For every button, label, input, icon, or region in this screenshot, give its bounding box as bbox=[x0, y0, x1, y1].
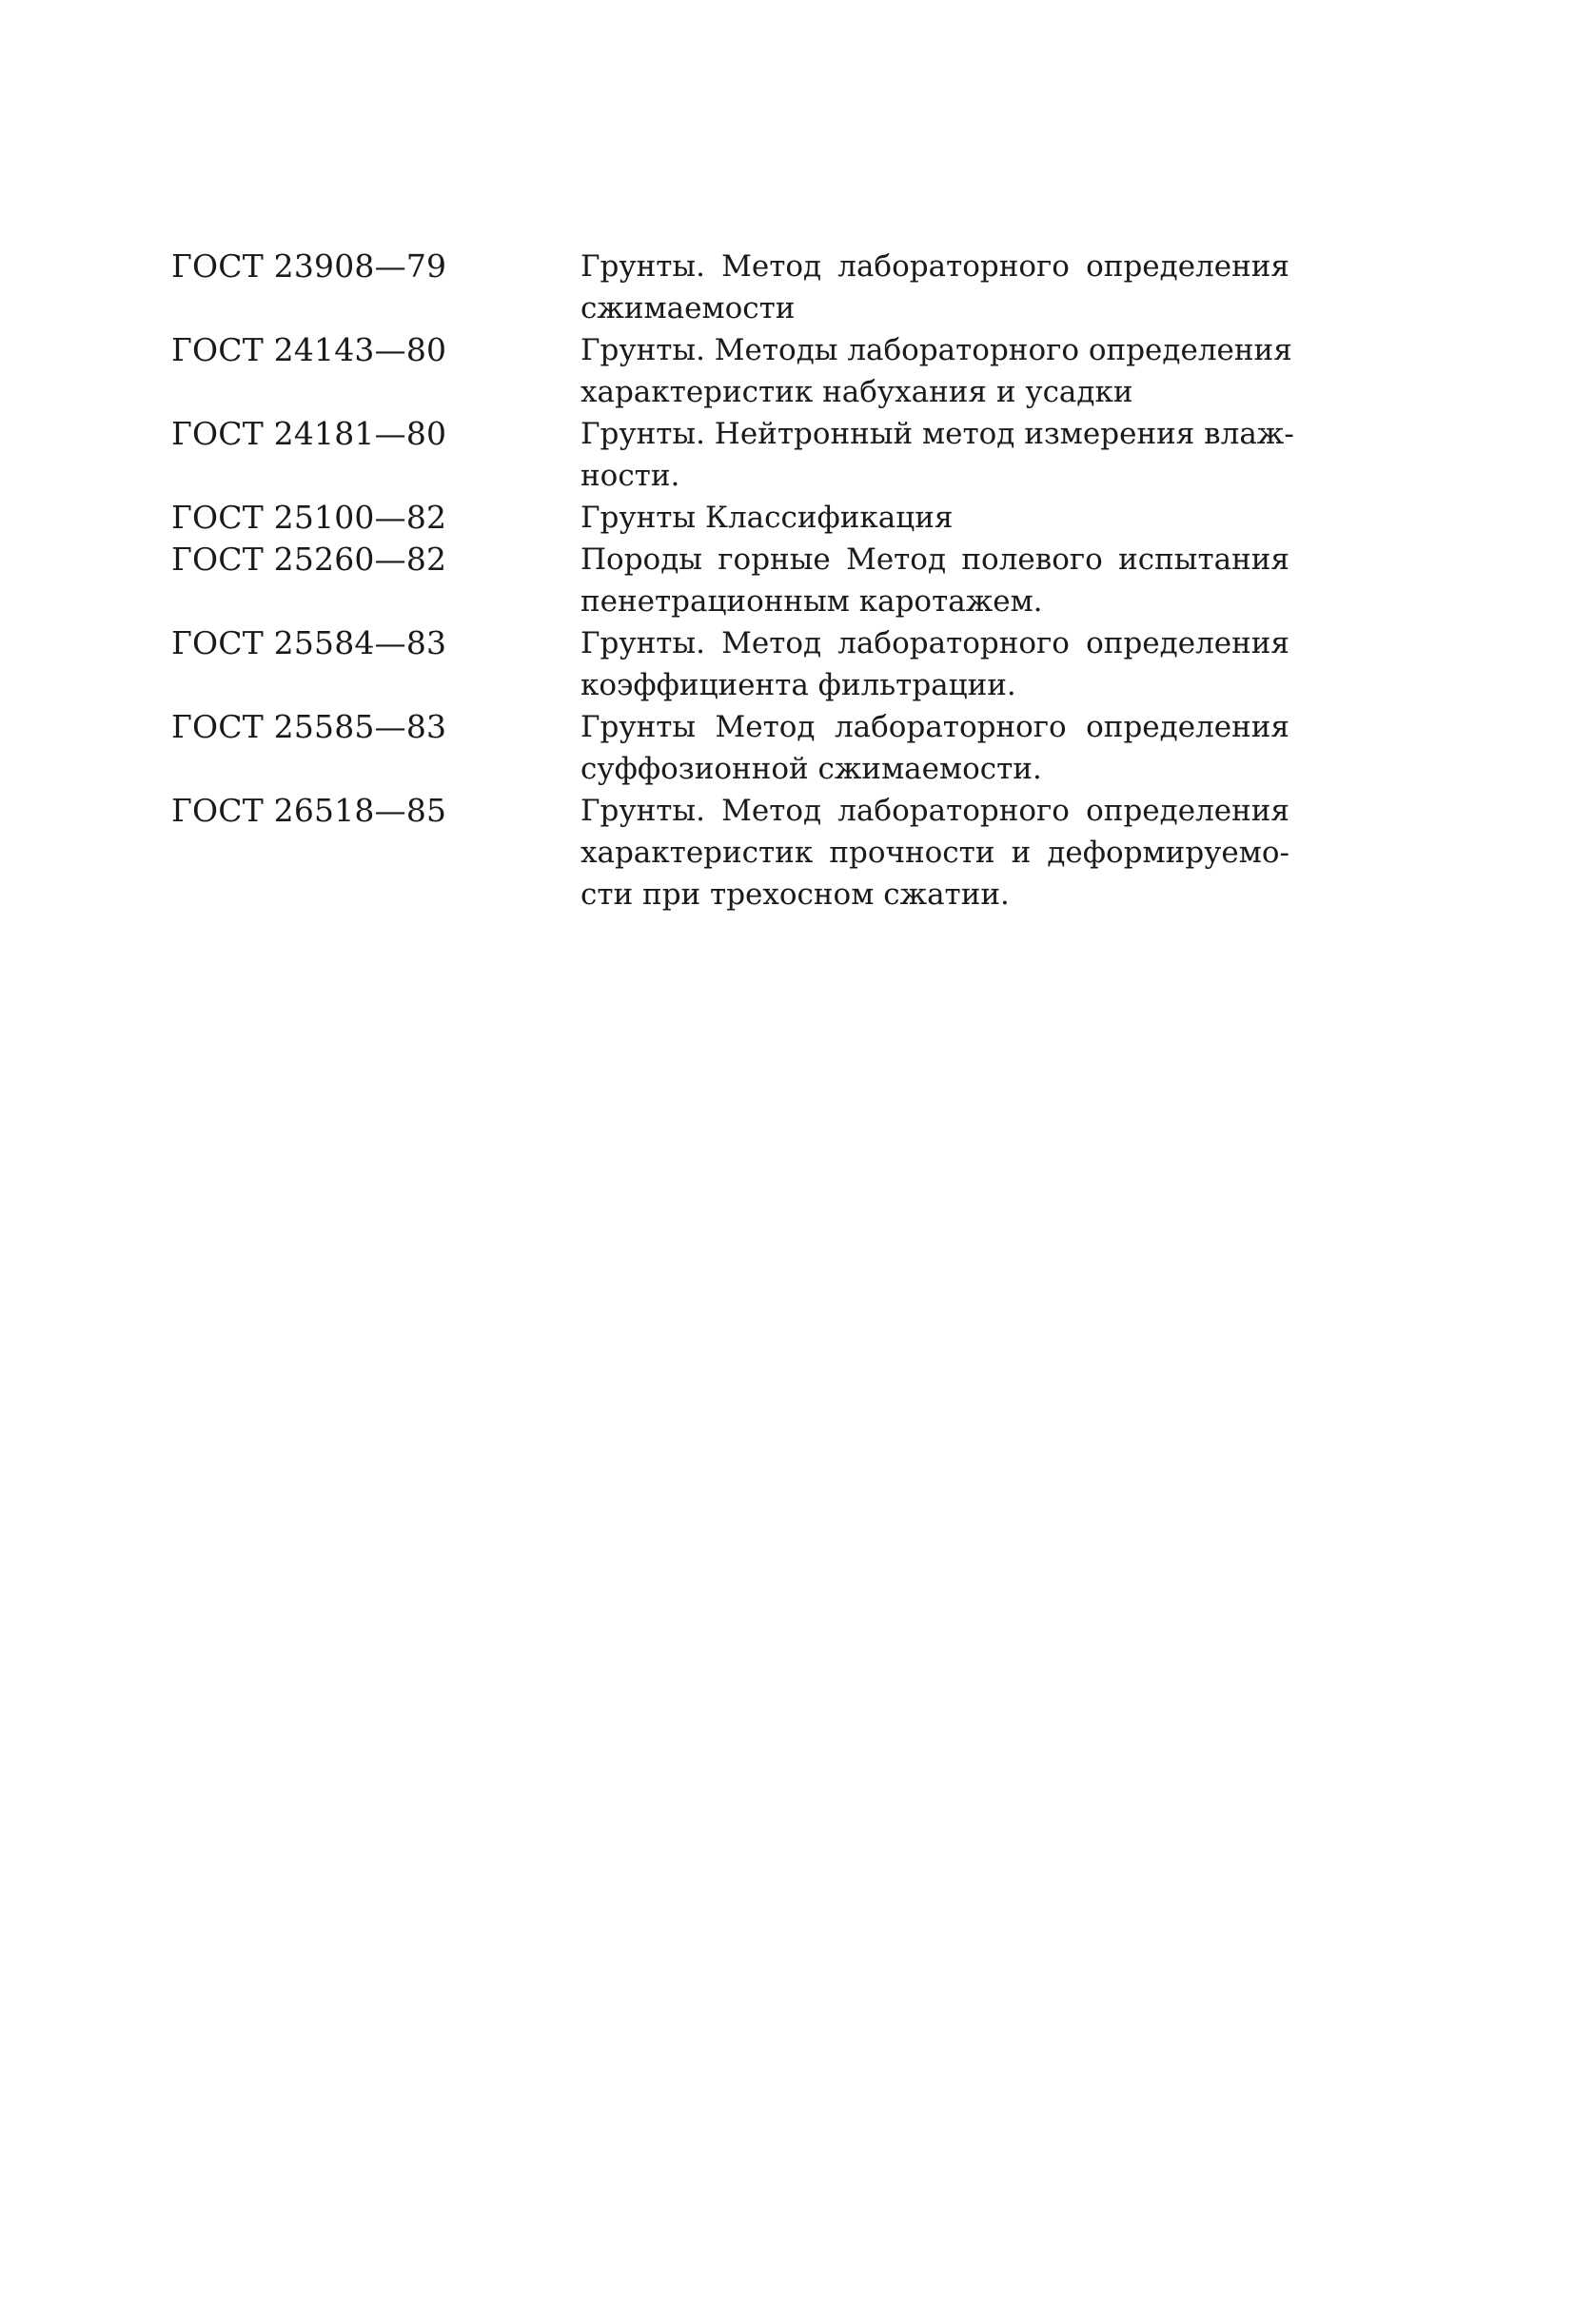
list-item bbox=[171, 329, 1294, 413]
standard-title bbox=[581, 539, 1289, 622]
standard-title-line: Грунты Классификация bbox=[581, 501, 954, 535]
standard-title bbox=[581, 706, 1289, 790]
standard-title-line: сти при трехосном сжатии. bbox=[581, 877, 1010, 912]
standard-title-line: характеристик набухания и усадки bbox=[581, 375, 1133, 409]
standard-code: ГОСТ 25584—83 bbox=[171, 624, 447, 661]
standard-code: ГОСТ 24181—80 bbox=[171, 415, 447, 452]
standard-title-line: Грунты. Метод лабораторного определения bbox=[581, 626, 1289, 660]
standard-title bbox=[581, 413, 1294, 497]
standard-title bbox=[581, 329, 1292, 413]
standard-title-line: пенетрационным каротажем. bbox=[581, 584, 1043, 619]
standard-title-line: суффозионной сжимаемости. bbox=[581, 752, 1042, 786]
standard-title-line: характеристик прочности и деформируемо- bbox=[581, 836, 1289, 870]
list-item bbox=[171, 497, 1294, 539]
standard-title-line: Грунты Метод лабораторного определения bbox=[581, 710, 1289, 744]
standard-title-line: коэффициента фильтрации. bbox=[581, 668, 1016, 702]
list-item bbox=[171, 246, 1294, 329]
standard-title bbox=[581, 622, 1289, 706]
list-item bbox=[171, 790, 1294, 916]
standard-code: ГОСТ 23908—79 bbox=[171, 247, 447, 285]
standard-title bbox=[581, 790, 1289, 916]
standard-title-line: Грунты. Метод лабораторного определения bbox=[581, 794, 1289, 828]
standard-title-line: ности. bbox=[581, 459, 680, 493]
standard-title bbox=[581, 246, 1289, 329]
list-item bbox=[171, 413, 1294, 497]
list-item bbox=[171, 622, 1294, 706]
standard-title-line: сжимаемости bbox=[581, 291, 796, 325]
standard-code: ГОСТ 26518—85 bbox=[171, 792, 447, 829]
standard-title-line: Грунты. Нейтронный метод измерения влаж- bbox=[581, 417, 1294, 451]
standards-list bbox=[171, 246, 1294, 916]
standard-title-line: Грунты. Методы лабораторного определения bbox=[581, 333, 1292, 367]
standard-title-line: Грунты. Метод лабораторного определения bbox=[581, 249, 1289, 284]
standard-code: ГОСТ 25260—82 bbox=[171, 541, 447, 578]
standard-code: ГОСТ 25585—83 bbox=[171, 708, 447, 745]
standard-title bbox=[581, 497, 1289, 539]
list-item bbox=[171, 539, 1294, 622]
standard-code: ГОСТ 24143—80 bbox=[171, 331, 447, 368]
list-item bbox=[171, 706, 1294, 790]
standard-title-line: Породы горные Метод полевого испытания bbox=[581, 542, 1289, 577]
standard-code: ГОСТ 25100—82 bbox=[171, 499, 447, 536]
